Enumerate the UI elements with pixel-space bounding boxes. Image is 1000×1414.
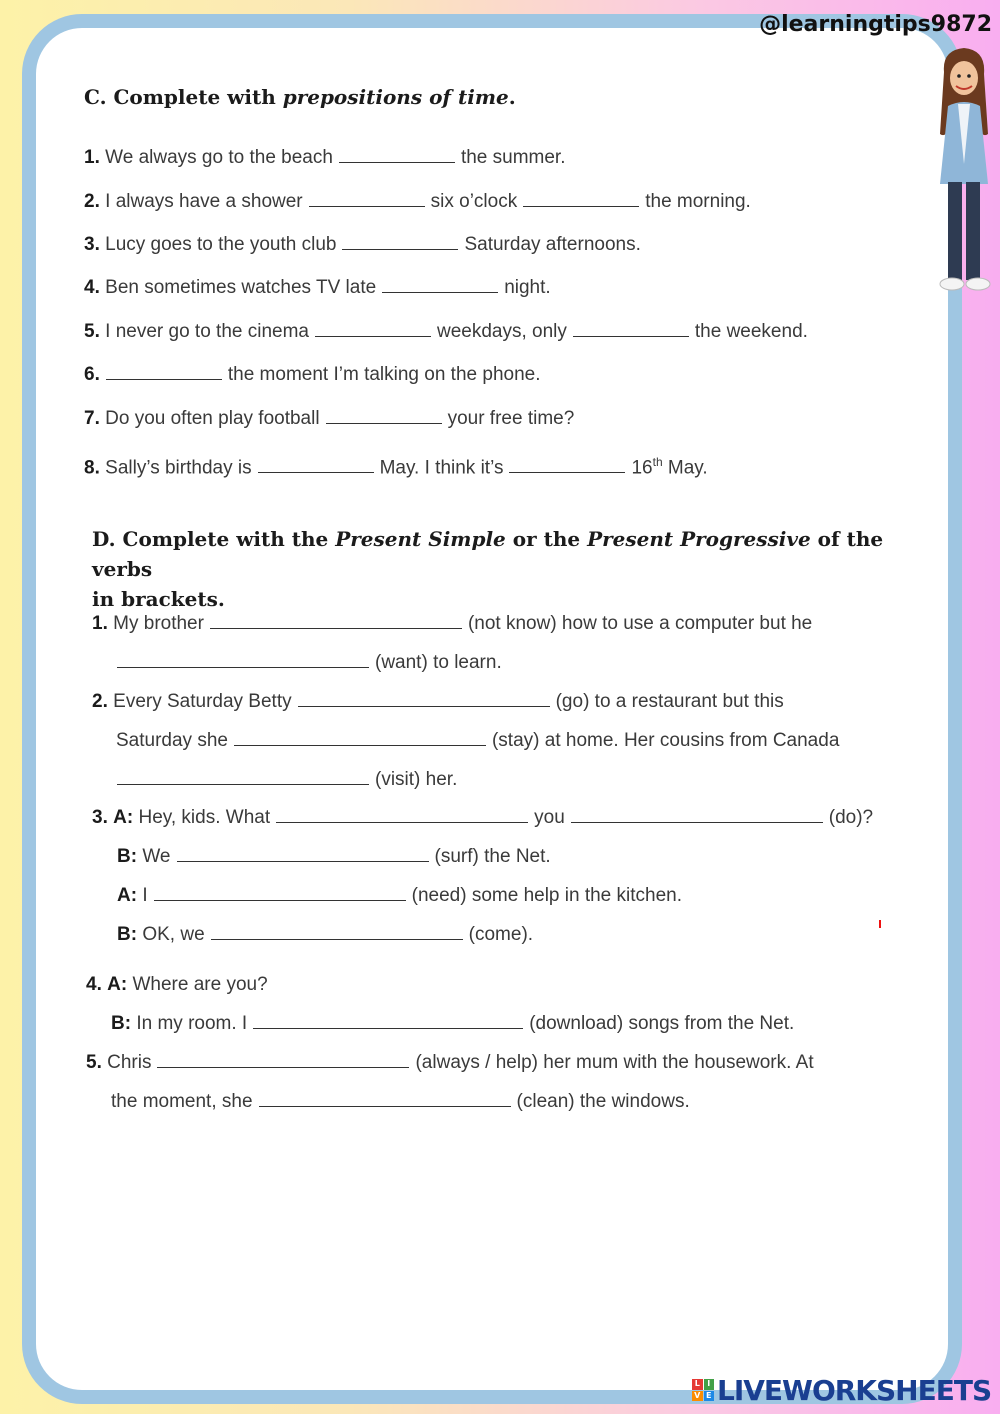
answer-blank[interactable] [210, 614, 462, 629]
answer-blank[interactable] [154, 886, 406, 901]
answer-blank[interactable] [339, 148, 455, 163]
answer-blank[interactable] [253, 1014, 523, 1029]
c-item-1: 1. We always go to the beach the summer. [84, 147, 566, 168]
c-item-5: 5. I never go to the cinema weekdays, only the weekend. [84, 321, 808, 342]
d-item-1-line-2: (want) to learn. [111, 650, 502, 676]
answer-blank[interactable] [177, 847, 429, 862]
cartoon-girl-figure [930, 44, 998, 294]
liveworksheets-logo-icon: L I V E [692, 1379, 714, 1401]
answer-blank[interactable] [315, 322, 431, 337]
d-item-2-line-1: 2. Every Saturday Betty (go) to a restaurant but this [92, 691, 784, 712]
answer-blank[interactable] [157, 1053, 409, 1068]
c-item-7: 7. Do you often play football your free time? [84, 408, 575, 429]
answer-blank[interactable] [571, 808, 823, 823]
answer-blank[interactable] [573, 322, 689, 337]
section-c-title: C. Complete with prepositions of time. [84, 85, 516, 109]
d-item-3-line-3: A: I (need) some help in the kitchen. [117, 885, 683, 906]
section-d-title: D. Complete with the Present Simple or the Present Progressive of the verbs in brackets. [92, 527, 884, 611]
watermark-handle: @learningtips9872 [759, 12, 992, 37]
answer-blank[interactable] [326, 409, 442, 424]
c-item-4: 4. Ben sometimes watches TV late night. [84, 277, 551, 298]
d-item-5-line-1: 5. Chris (always / help) her mum with the housework. At [86, 1052, 814, 1073]
answer-blank[interactable] [382, 278, 498, 293]
answer-blank[interactable] [309, 192, 425, 207]
d-item-3-line-2: B: We (surf) the Net. [117, 846, 551, 867]
answer-blank[interactable] [298, 692, 550, 707]
answer-blank[interactable] [509, 458, 625, 473]
d-item-3-line-1: 3. A: Hey, kids. What you (do)? [92, 807, 874, 828]
d-item-4-line-2: B: In my room. I (download) songs from the Net. [111, 1013, 795, 1034]
answer-blank[interactable] [117, 653, 369, 668]
answer-blank[interactable] [234, 731, 486, 746]
c-item-3: 3. Lucy goes to the youth club Saturday afternoons. [84, 234, 641, 255]
d-item-2-line-3: (visit) her. [111, 767, 457, 793]
answer-blank[interactable] [106, 365, 222, 380]
liveworksheets-brand: L I V E LIVEWORKSHEETS [692, 1374, 991, 1406]
answer-blank[interactable] [117, 770, 369, 785]
answer-blank[interactable] [258, 458, 374, 473]
c-item-8: 8. Sally’s birthday is May. I think it’s 16th May. [84, 455, 708, 479]
answer-blank[interactable] [259, 1092, 511, 1107]
d-item-2-line-2: Saturday she (stay) at home. Her cousins from Canada [116, 730, 840, 751]
d-item-5-line-2: the moment, she (clean) the windows. [111, 1091, 690, 1112]
red-mark [879, 920, 881, 928]
c-item-2: 2. I always have a shower six o’clock the morning. [84, 191, 751, 212]
d-item-3-line-4: B: OK, we (come). [117, 924, 534, 945]
answer-blank[interactable] [523, 192, 639, 207]
d-item-1-line-1: 1. My brother (not know) how to use a computer but he [92, 613, 813, 634]
answer-blank[interactable] [211, 925, 463, 940]
answer-blank[interactable] [276, 808, 528, 823]
answer-blank[interactable] [342, 235, 458, 250]
d-item-4-line-1: 4. A: Where are you? [86, 974, 268, 995]
c-item-6: 6. the moment I’m talking on the phone. [84, 364, 541, 385]
